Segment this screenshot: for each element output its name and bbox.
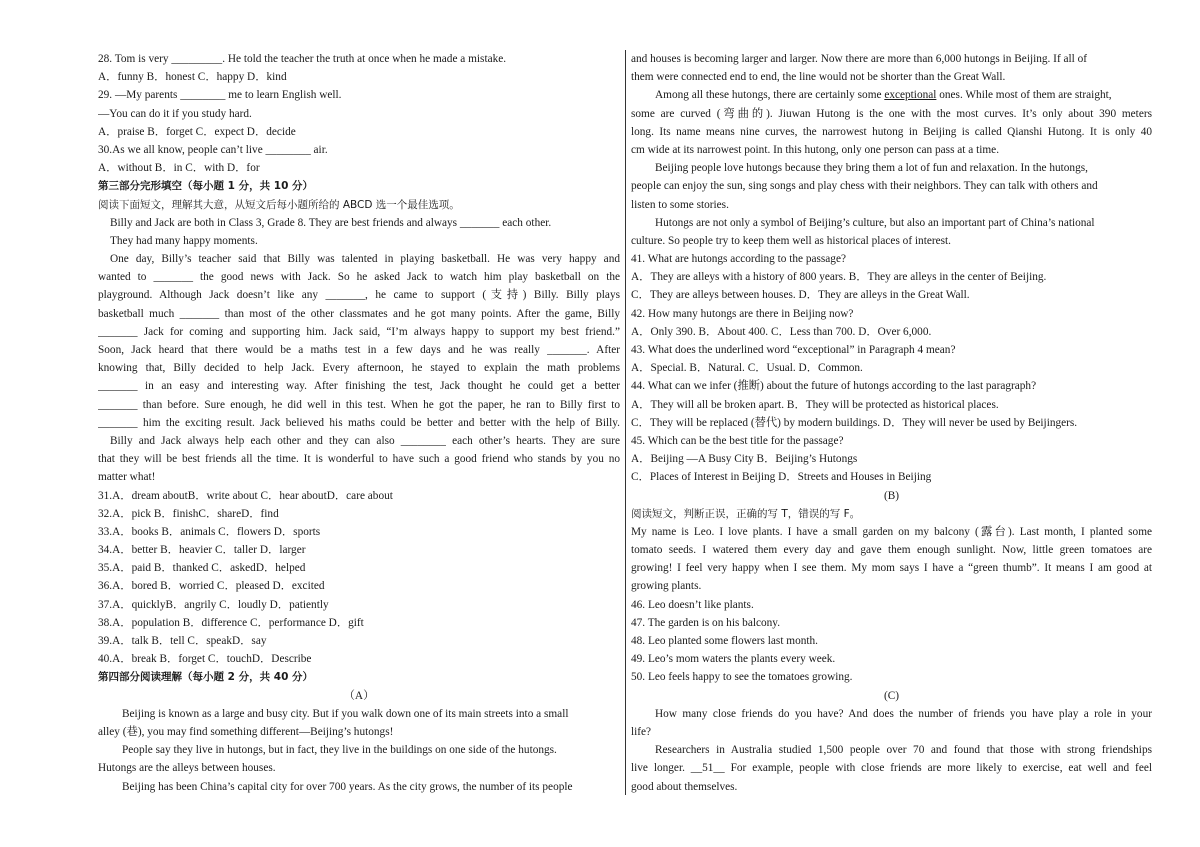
right-text-line: 阅读短文，判断正误，正确的写 T，错误的写 F。 xyxy=(631,507,861,520)
column-divider xyxy=(625,50,626,795)
right-text-line: Beijing people love hutongs because they bring them a lot of fun and relaxation. In the hutongs, xyxy=(655,162,1088,175)
right-text-line: C．They are alleys between houses. D．They are alleys in the Great Wall. xyxy=(631,289,970,302)
right-text-line: (B) xyxy=(883,489,900,502)
left-text-line: Soon, Jack heard that there would be a maths test in a few days and he was really _______. After xyxy=(98,344,620,356)
left-text-line: They had many happy moments. xyxy=(110,234,258,247)
left-text-line: Billy and Jack always help each other and they can also ________ each other’s hearts. They are sure xyxy=(110,434,620,447)
right-text-line: 44. What can we infer (推断) about the future of hutongs according to the last paragraph? xyxy=(631,380,1037,393)
right-text-line: them were connected end to end, the line would not be shorter than the Great Wall. xyxy=(631,71,1006,84)
right-text-line: 46. Leo doesn’t like plants. xyxy=(631,598,754,611)
left-text-line: People say they live in hutongs, but in fact, they live in the buildings on one side of the hutongs. xyxy=(122,744,557,757)
right-text-line: A．Only 390. B．About 400. C．Less than 700. D．Over 6,000. xyxy=(631,325,932,338)
left-text-line: Beijing is known as a large and busy city. But if you walk down one of its main streets into a small xyxy=(122,707,569,720)
right-text-line: 41. What are hutongs according to the passage? xyxy=(631,253,846,266)
left-text-line: 39.A．talk B．tell C．speakD．say xyxy=(98,635,267,647)
left-text-line: _______ Jack for coming and supporting him. Jack said, “I’m always happy to support my best friend.” xyxy=(98,325,620,338)
right-text-line: tomato seeds. I watered them every day and gave them enough sunlight. Now, little green tomatoes are xyxy=(631,544,1152,557)
left-text-line: knowing that, Billy decided to help Jack. Every afternoon, he stayed to explain the math problems xyxy=(98,362,620,375)
right-text-line: C．They will be replaced (替代) by modern buildings. D．They will never be used by Beijingers. xyxy=(631,416,1078,429)
right-column xyxy=(631,50,1152,796)
left-text-line: 阅读下面短文，理解其大意，从短文后每小题所给的 ABCD 选一个最佳选项。 xyxy=(98,198,460,211)
right-text-line: growing plants. xyxy=(631,580,702,593)
left-text-line: Billy and Jack are both in Class 3, Grade 8. They are best friends and always _______ each other. xyxy=(110,216,552,229)
right-text-line: long. Its name means nine curves, the narrowest hutong in Beijing is called Qianshi Hutong. It is only 40 xyxy=(631,125,1152,138)
left-text-line: 40.A．break B．forget C．touchD．Describe xyxy=(98,653,312,666)
right-text-line: 49. Leo’s mom waters the plants every week. xyxy=(631,653,836,666)
right-text-line: good about themselves. xyxy=(631,780,738,793)
left-text-line: 38.A．population B．difference C．performance D．gift xyxy=(98,616,364,629)
right-text-line: C．Places of Interest in Beijing D．Streets and Houses in Beijing xyxy=(631,471,932,484)
right-text-line: My name is Leo. I love plants. I have a small garden on my balcony (露台). Last month, I planted some xyxy=(631,525,1152,538)
left-text-line: wanted to _______ the good news with Jack. So he asked Jack to watch him play basketball on the xyxy=(98,271,620,284)
left-text-line: 32.A．pick B．finishC．shareD．find xyxy=(98,507,279,520)
right-text-line: life? xyxy=(631,725,652,738)
left-text-line: _______ him the exciting result. Jack believed his maths could be better and better with the help of Billy. xyxy=(98,416,620,429)
right-text-line: listen to some stories. xyxy=(631,198,729,211)
right-text-line: 47. The garden is on his balcony. xyxy=(631,616,781,629)
right-text-line: (C) xyxy=(883,689,900,702)
right-text-line: A．They will all be broken apart. B．They will be protected as historical places. xyxy=(631,398,999,411)
left-text-line: Hutongs are the alleys between houses. xyxy=(98,762,276,775)
left-text-line: A．praise B．forget C．expect D．decide xyxy=(98,125,296,138)
right-text-line: A．Special. B．Natural. C．Usual. D．Common. xyxy=(631,362,863,375)
left-text-line: （A） xyxy=(343,689,375,702)
left-text-line: _______ than before. Sure enough, he did well in this test. When he got the paper, he ran to Billy first to xyxy=(98,398,620,411)
left-text-line: Beijing has been China’s capital city for over 700 years. As the city grows, the number of its people xyxy=(122,780,573,793)
left-text-line: _______ in an easy and interesting way. After finishing the test, Jack thought he could get a better xyxy=(98,380,620,393)
right-text-line: people can enjoy the sun, sing songs and play chess with their neighbors. They can talk with others and xyxy=(631,180,1098,193)
left-text-line: 29. —My parents ________ me to learn English well. xyxy=(98,89,342,102)
left-text-line: 34.A．better B．heavier C．taller D．larger xyxy=(98,544,306,557)
right-text-line: 50. Leo feels happy to see the tomatoes growing. xyxy=(631,671,853,684)
left-text-line: One day, Billy’s teacher said that Billy was talented in playing basketball. He was very happy and xyxy=(110,253,620,266)
left-text-line: 35.A．paid B．thanked C．askedD．helped xyxy=(98,562,306,575)
left-text-line: 36.A．bored B．worried C．pleased D．excited xyxy=(98,580,325,593)
left-column xyxy=(98,50,620,796)
left-text-line: playground. Although Jack doesn’t like any _______, he came to support (支持) Billy. Billy plays xyxy=(98,289,620,302)
left-text-line: A．without B．in C．with D．for xyxy=(98,162,260,175)
right-text-line: 48. Leo planted some flowers last month. xyxy=(631,635,818,647)
left-text-line: that they will be best friends all the time. It is wonderful to have such a good friend who stands by you no xyxy=(98,453,620,466)
left-text-line: alley (巷), you may find something different—Beijing’s hutongs! xyxy=(98,725,394,738)
left-text-line: basketball much _______ than most of the other classmates and he got many points. After the game, Billy xyxy=(98,307,620,320)
left-text-line: —You can do it if you study hard. xyxy=(98,107,252,120)
left-text-line: 28. Tom is very _________. He told the teacher the truth at once when he made a mistake. xyxy=(98,53,507,65)
left-text-line: 37.A．quicklyB．angrily C．loudly D．patiently xyxy=(98,598,329,611)
right-text-line: 42. How many hutongs are there in Beijing now? xyxy=(631,307,854,320)
left-text-line: 第三部分完形填空（每小题 1 分，共 10 分） xyxy=(98,180,314,193)
left-text-line: 第四部分阅读理解（每小题 2 分，共 40 分） xyxy=(98,671,314,684)
right-text-line: Researchers in Australia studied 1,500 people over 70 and found that those with strong friendships xyxy=(655,744,1152,757)
right-text-line: and houses is becoming larger and larger. Now there are more than 6,000 hutongs in Beijing. If all of xyxy=(631,53,1088,65)
right-text-line: Hutongs are not only a symbol of Beijing’s culture, but also an important part of China’s national xyxy=(655,216,1095,229)
left-text-line: 31.A．dream aboutB．write about C．hear aboutD．care about xyxy=(98,489,393,502)
right-text-line: How many close friends do you have? And does the number of friends you have play a role in your xyxy=(655,707,1152,720)
right-text-line: culture. So people try to keep them well as historical places of interest. xyxy=(631,234,951,247)
right-text-line: growing! I feel very happy when I see them. My mom says I have a “green thumb”. It means I am good at xyxy=(631,562,1152,575)
right-text-line: 45. Which can be the best title for the passage? xyxy=(631,434,844,447)
left-text-line: 30.As we all know, people can’t live ________ air. xyxy=(98,143,328,156)
left-text-line: A．funny B．honest C．happy D．kind xyxy=(98,71,287,84)
underlined-word: exceptional xyxy=(884,89,937,102)
right-text-line: live longer. __51__ For example, people with close friends are more likely to exercise, eat well and feel xyxy=(631,762,1152,775)
right-text-line: 43. What does the underlined word “exceptional” in Paragraph 4 mean? xyxy=(631,344,956,356)
right-text-line: cm wide at its narrowest point. In this hutong, only one person can pass at a time. xyxy=(631,143,1000,156)
left-text-line: matter what! xyxy=(98,471,156,484)
right-text-line: A．They are alleys with a history of 800 years. B．They are alleys in the center of Beijing. xyxy=(631,271,1047,284)
left-text-line: 33.A．books B．animals C．flowers D．sports xyxy=(98,525,321,538)
right-text-line: some are curved (弯曲的). Jiuwan Hutong is the one with the most curves. It’s only about 390 meters xyxy=(631,107,1152,120)
right-text-line: Among all these hutongs, there are certainly some exceptional ones. While most of them are straight, xyxy=(655,89,1112,102)
right-text-line: A．Beijing —A Busy City B．Beijing’s Hutongs xyxy=(631,453,858,466)
